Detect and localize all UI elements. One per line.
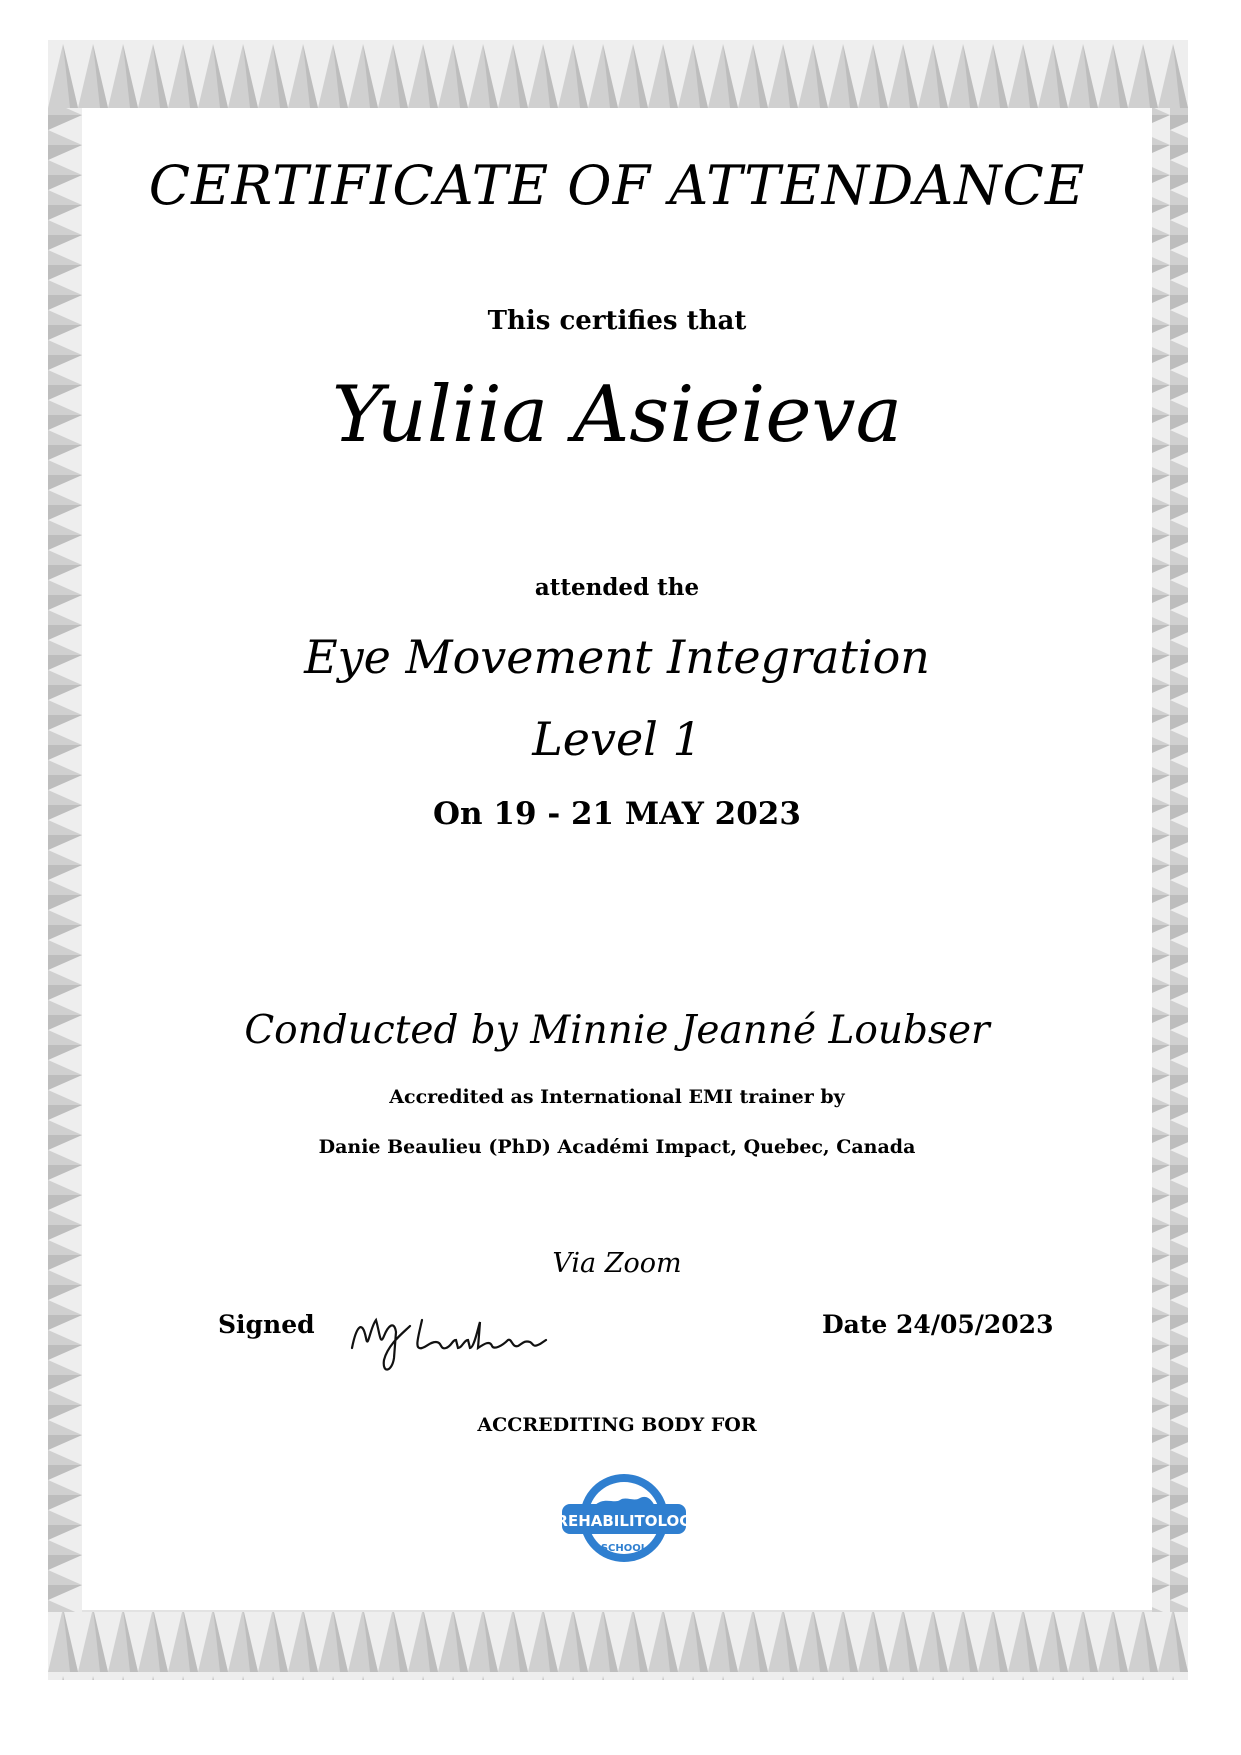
accrediting-body-label: ACCREDITING BODY FOR xyxy=(477,1414,757,1436)
logo-main-text: REHABILITOLOG xyxy=(556,1512,692,1530)
conducted-by: Conducted by Minnie Jeanné Loubser xyxy=(244,1008,990,1053)
accreditation-line-2: Danie Beaulieu (PhD) Académi Impact, Quebec, Canada xyxy=(318,1136,916,1158)
certifies-text: This certifies that xyxy=(487,306,747,336)
course-dates: On 19 - 21 MAY 2023 xyxy=(433,796,801,832)
logo-sub-text: SCHOOL xyxy=(600,1543,648,1554)
rehabilitolog-logo xyxy=(554,1466,694,1576)
accreditation-line-1: Accredited as International EMI trainer by xyxy=(389,1086,845,1108)
signature-date: Date 24/05/2023 xyxy=(822,1310,1054,1339)
signed-label: Signed xyxy=(218,1310,315,1339)
course-name: Eye Movement Integration xyxy=(304,630,930,684)
course-level: Level 1 xyxy=(532,712,702,766)
delivery-method: Via Zoom xyxy=(552,1248,682,1279)
signature-image xyxy=(344,1298,564,1378)
certificate-title: CERTIFICATE OF ATTENDANCE xyxy=(148,154,1086,217)
certificate-body xyxy=(82,108,1152,1610)
attended-text: attended the xyxy=(534,574,700,601)
recipient-name: Yuliia Asieieva xyxy=(331,370,903,460)
